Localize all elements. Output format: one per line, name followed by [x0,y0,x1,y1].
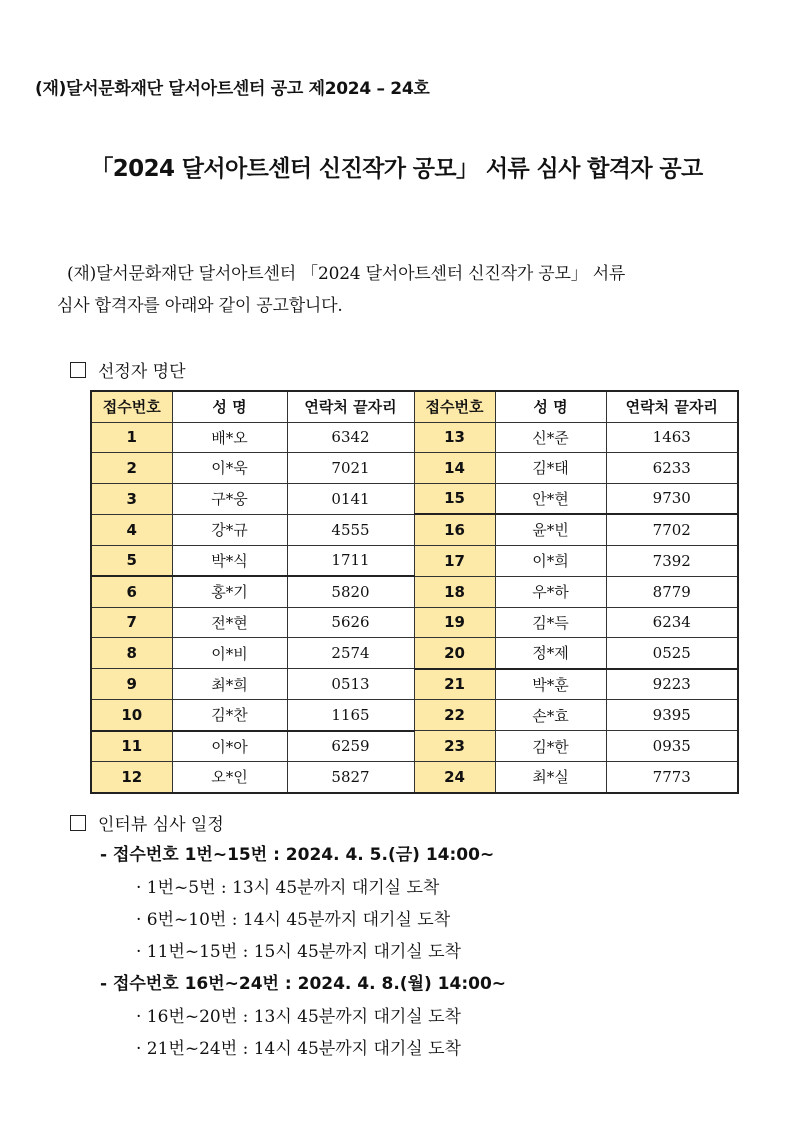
name-cell: 정*제 [495,638,606,669]
contact-cell: 6259 [287,731,414,762]
name-cell: 홍*기 [172,576,287,607]
contact-cell: 0141 [287,483,414,514]
name-cell: 최*실 [495,762,606,793]
receipt-number-cell: 3 [91,483,172,514]
contact-cell: 9395 [606,700,738,731]
receipt-number-cell: 23 [414,731,495,762]
name-cell: 김*득 [495,607,606,638]
intro-line-2: 심사 합격자를 아래와 같이 공고합니다. [57,296,343,316]
schedule-item: · 21번~24번 : 14시 45분까지 대기실 도착 [136,1039,461,1059]
name-cell: 안*현 [495,483,606,514]
receipt-number-cell: 4 [91,514,172,545]
contact-cell: 5626 [287,607,414,638]
name-cell: 최*희 [172,669,287,700]
table-row [91,514,738,545]
name-cell: 손*효 [495,700,606,731]
page-title: 「2024 달서아트센터 신진작가 공모」 서류 심사 합격자 공고 [90,156,703,182]
table-row [91,483,738,514]
schedule-item: · 11번~15번 : 15시 45분까지 대기실 도착 [136,942,461,962]
table-row [91,453,738,484]
schedule-section-label: 인터뷰 심사 일정 [98,815,224,835]
receipt-number-cell: 22 [414,700,495,731]
name-cell: 김*한 [495,731,606,762]
table-row [91,576,738,607]
name-cell: 박*식 [172,545,287,576]
table-header-row [91,391,738,422]
name-cell: 김*찬 [172,700,287,731]
receipt-number-cell: 6 [91,576,172,607]
contact-cell: 8779 [606,576,738,607]
receipt-number-cell: 10 [91,700,172,731]
receipt-number-cell: 2 [91,453,172,484]
receipt-number-cell: 21 [414,669,495,700]
schedule-item: · 1번~5번 : 13시 45분까지 대기실 도착 [136,878,440,898]
name-cell: 윤*빈 [495,514,606,545]
receipt-number-cell: 18 [414,576,495,607]
notice-number: (재)달서문화재단 달서아트센터 공고 제2024 – 24호 [35,79,430,99]
schedule-group-heading: - 접수번호 1번~15번 : 2024. 4. 5.(금) 14:00~ [100,845,495,865]
contact-cell: 4555 [287,514,414,545]
name-cell: 오*인 [172,762,287,793]
contact-cell: 6234 [606,607,738,638]
name-cell: 박*훈 [495,669,606,700]
header-contact-right: 연락처 끝자리 [606,391,738,422]
table-row [91,731,738,762]
receipt-number-cell: 15 [414,483,495,514]
contact-cell: 9223 [606,669,738,700]
name-cell: 이*욱 [172,453,287,484]
table-row [91,762,738,793]
contact-cell: 0513 [287,669,414,700]
name-cell: 이*아 [172,731,287,762]
receipt-number-cell: 1 [91,422,172,453]
name-cell: 이*희 [495,545,606,576]
header-receipt-no-right: 접수번호 [414,391,495,422]
contact-cell: 9730 [606,483,738,514]
name-cell: 전*현 [172,607,287,638]
receipt-number-cell: 17 [414,545,495,576]
receipt-number-cell: 7 [91,607,172,638]
contact-cell: 0935 [606,731,738,762]
name-cell: 배*오 [172,422,287,453]
intro-line-1: (재)달서문화재단 달서아트센터 「2024 달서아트센터 신진작가 공모」 서류 [67,264,626,284]
receipt-number-cell: 20 [414,638,495,669]
contact-cell: 2574 [287,638,414,669]
schedule-group-heading: - 접수번호 16번~24번 : 2024. 4. 8.(월) 14:00~ [100,974,507,994]
receipt-number-cell: 12 [91,762,172,793]
name-cell: 신*준 [495,422,606,453]
table-row [91,545,738,576]
contact-cell: 1165 [287,700,414,731]
name-cell: 강*규 [172,514,287,545]
contact-cell: 6233 [606,453,738,484]
table-row [91,700,738,731]
receipt-number-cell: 16 [414,514,495,545]
receipt-number-cell: 19 [414,607,495,638]
roster-section-label: 선정자 명단 [98,362,186,382]
checkbox-square-icon [70,362,86,378]
roster-table [90,390,739,794]
receipt-number-cell: 8 [91,638,172,669]
header-name-left: 성 명 [172,391,287,422]
schedule-section-title [70,810,224,835]
name-cell: 구*웅 [172,483,287,514]
contact-cell: 6342 [287,422,414,453]
header-contact-left: 연락처 끝자리 [287,391,414,422]
table-row [91,422,738,453]
contact-cell: 7021 [287,453,414,484]
table-row [91,638,738,669]
schedule-item: · 6번~10번 : 14시 45분까지 대기실 도착 [136,910,451,930]
header-name-right: 성 명 [495,391,606,422]
contact-cell: 1463 [606,422,738,453]
contact-cell: 7773 [606,762,738,793]
table-row [91,607,738,638]
name-cell: 이*비 [172,638,287,669]
checkbox-square-icon [70,815,86,831]
contact-cell: 7702 [606,514,738,545]
intro-paragraph [57,258,747,322]
table-row [91,669,738,700]
roster-section-title [70,357,186,382]
receipt-number-cell: 14 [414,453,495,484]
contact-cell: 7392 [606,545,738,576]
contact-cell: 5827 [287,762,414,793]
receipt-number-cell: 9 [91,669,172,700]
contact-cell: 0525 [606,638,738,669]
receipt-number-cell: 11 [91,731,172,762]
name-cell: 우*하 [495,576,606,607]
contact-cell: 1711 [287,545,414,576]
contact-cell: 5820 [287,576,414,607]
receipt-number-cell: 13 [414,422,495,453]
schedule-item: · 16번~20번 : 13시 45분까지 대기실 도착 [136,1007,461,1027]
name-cell: 김*태 [495,453,606,484]
receipt-number-cell: 5 [91,545,172,576]
header-receipt-no-left: 접수번호 [91,391,172,422]
receipt-number-cell: 24 [414,762,495,793]
